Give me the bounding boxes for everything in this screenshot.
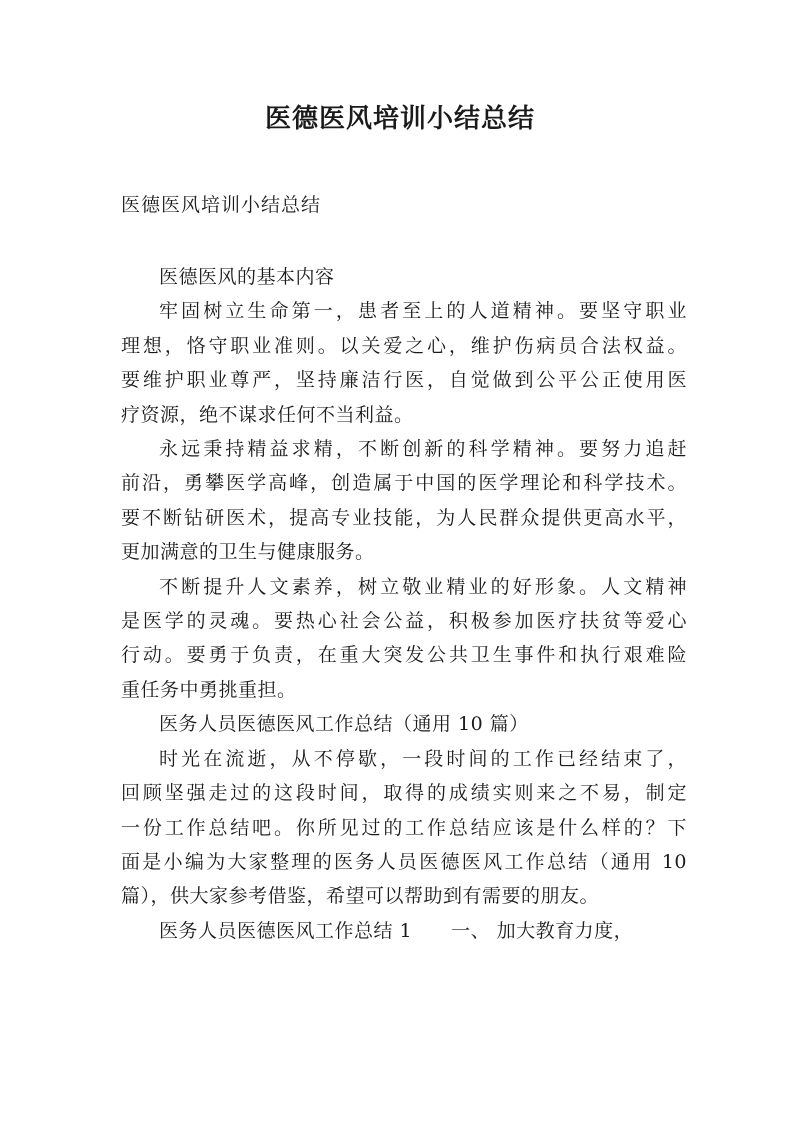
text-line: 时光在流逝，从不停歇，一段时间的工作已经结束了， — [159, 747, 687, 770]
text-line: 牢固树立生命第一，患者至上的人道精神。要坚守职业 — [159, 300, 687, 323]
text-line: 医务人员医德医风工作总结（通用 10 篇） — [159, 713, 529, 736]
text-line: 不断提升人文素养，树立敬业精业的好形象。人文精神 — [159, 575, 687, 598]
document-title: 医德医风培训小结总结 — [264, 104, 535, 134]
paragraph — [121, 742, 687, 914]
text-line: 医务人员医德医风工作总结 1 一、 加大教育力度， — [159, 919, 634, 942]
text-line: 要维护职业尊严，坚持廉洁行医，自觉做到公平公正使用医 — [121, 369, 687, 392]
paragraph — [121, 914, 687, 948]
text-line: 行动。要勇于负责，在重大突发公共卫生事件和执行艰难险 — [121, 644, 687, 667]
document-subtitle: 医德医风培训小结总结 — [121, 194, 322, 216]
paragraph — [121, 707, 687, 741]
text-line: 前沿，勇攀医学高峰，创造属于中国的医学理论和科学技术。 — [121, 472, 687, 495]
text-line: 面是小编为大家整理的医务人员医德医风工作总结（通用 10 — [121, 850, 687, 873]
paragraph — [121, 260, 687, 294]
paragraph — [121, 432, 687, 570]
paragraph — [121, 570, 687, 708]
text-line: 是医学的灵魂。要热心社会公益，积极参加医疗扶贫等爱心 — [121, 610, 687, 633]
text-line: 永远秉持精益求精，不断创新的科学精神。要努力追赶 — [159, 438, 687, 461]
document-body — [121, 260, 687, 948]
paragraph — [121, 294, 687, 432]
text-line: 更加满意的卫生与健康服务。 — [121, 541, 375, 564]
text-line: 医德医风的基本内容 — [159, 266, 335, 288]
text-line: 篇），供大家参考借鉴，希望可以帮助到有需要的朋友。 — [121, 885, 600, 908]
text-line: 一份工作总结吧。你所见过的工作总结应该是什么样的？下 — [121, 816, 687, 839]
text-line: 要不断钻研医术，提高专业技能，为人民群众提供更高水平， — [121, 506, 687, 529]
text-line: 重任务中勇挑重担。 — [121, 678, 297, 701]
text-line: 理想，恪守职业准则。以关爱之心，维护伤病员合法权益。 — [121, 334, 687, 357]
text-line: 疗资源，绝不谋求任何不当利益。 — [121, 403, 414, 426]
text-line: 回顾坚强走过的这段时间，取得的成绩实则来之不易，制定 — [121, 782, 687, 805]
